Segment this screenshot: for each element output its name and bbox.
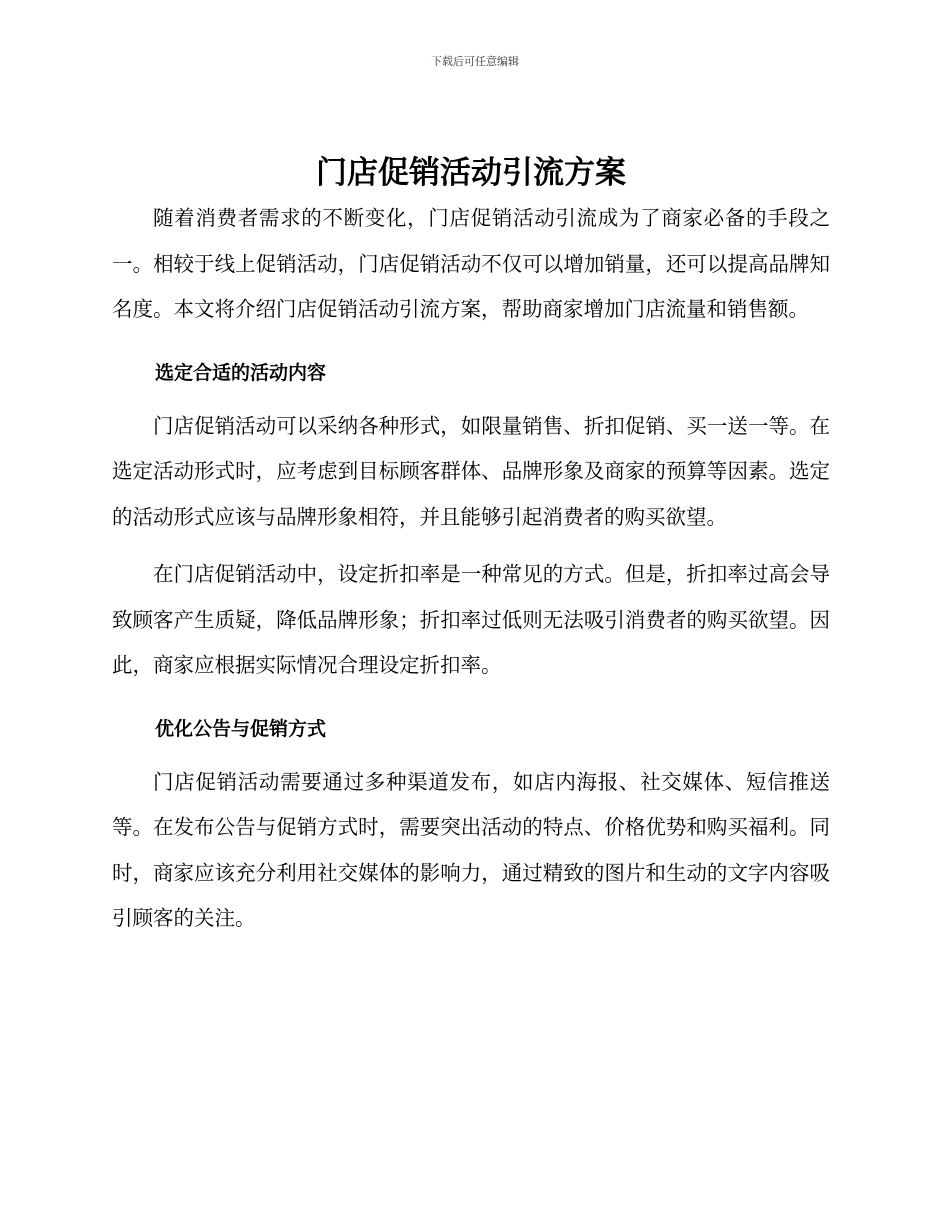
section-2-paragraph-1: 门店促销活动需要通过多种渠道发布，如店内海报、社交媒体、短信推送等。在发布公告与促销方式时，需要突出活动的特点、价格优势和购买福利。同时，商家应该充分利用社交媒体的影响力，通过精致的图片和生动的文字内容吸引顾客的关注。 bbox=[112, 769, 830, 930]
document-body bbox=[112, 150, 830, 942]
section-heading-announcement: 优化公告与促销方式 bbox=[155, 717, 327, 740]
section-1-paragraph-1: 门店促销活动可以采纳各种形式，如限量销售、折扣促销、买一送一等。在选定活动形式时，应考虑到目标顾客群体、品牌形象及商家的预算等因素。选定的活动形式应该与品牌形象相符，并且能够引起消费者的购买欲望。 bbox=[112, 413, 830, 529]
section-1-paragraph-2: 在门店促销活动中，设定折扣率是一种常见的方式。但是，折扣率过高会导致顾客产生质疑，降低品牌形象；折扣率过低则无法吸引消费者的购买欲望。因此，商家应根据实际情况合理设定折扣率。 bbox=[112, 562, 830, 677]
intro-paragraph: 随着消费者需求的不断变化，门店促销活动引流成为了商家必备的手段之一。相较于线上促销活动，门店促销活动不仅可以增加销量，还可以提高品牌知名度。本文将介绍门店促销活动引流方案，帮助商家增加门店流量和销售额。 bbox=[112, 206, 830, 321]
running-header: 下载后可任意编辑 bbox=[431, 55, 519, 68]
document-title: 门店促销活动引流方案 bbox=[316, 155, 626, 191]
section-heading-activity-content: 选定合适的活动内容 bbox=[155, 361, 327, 384]
